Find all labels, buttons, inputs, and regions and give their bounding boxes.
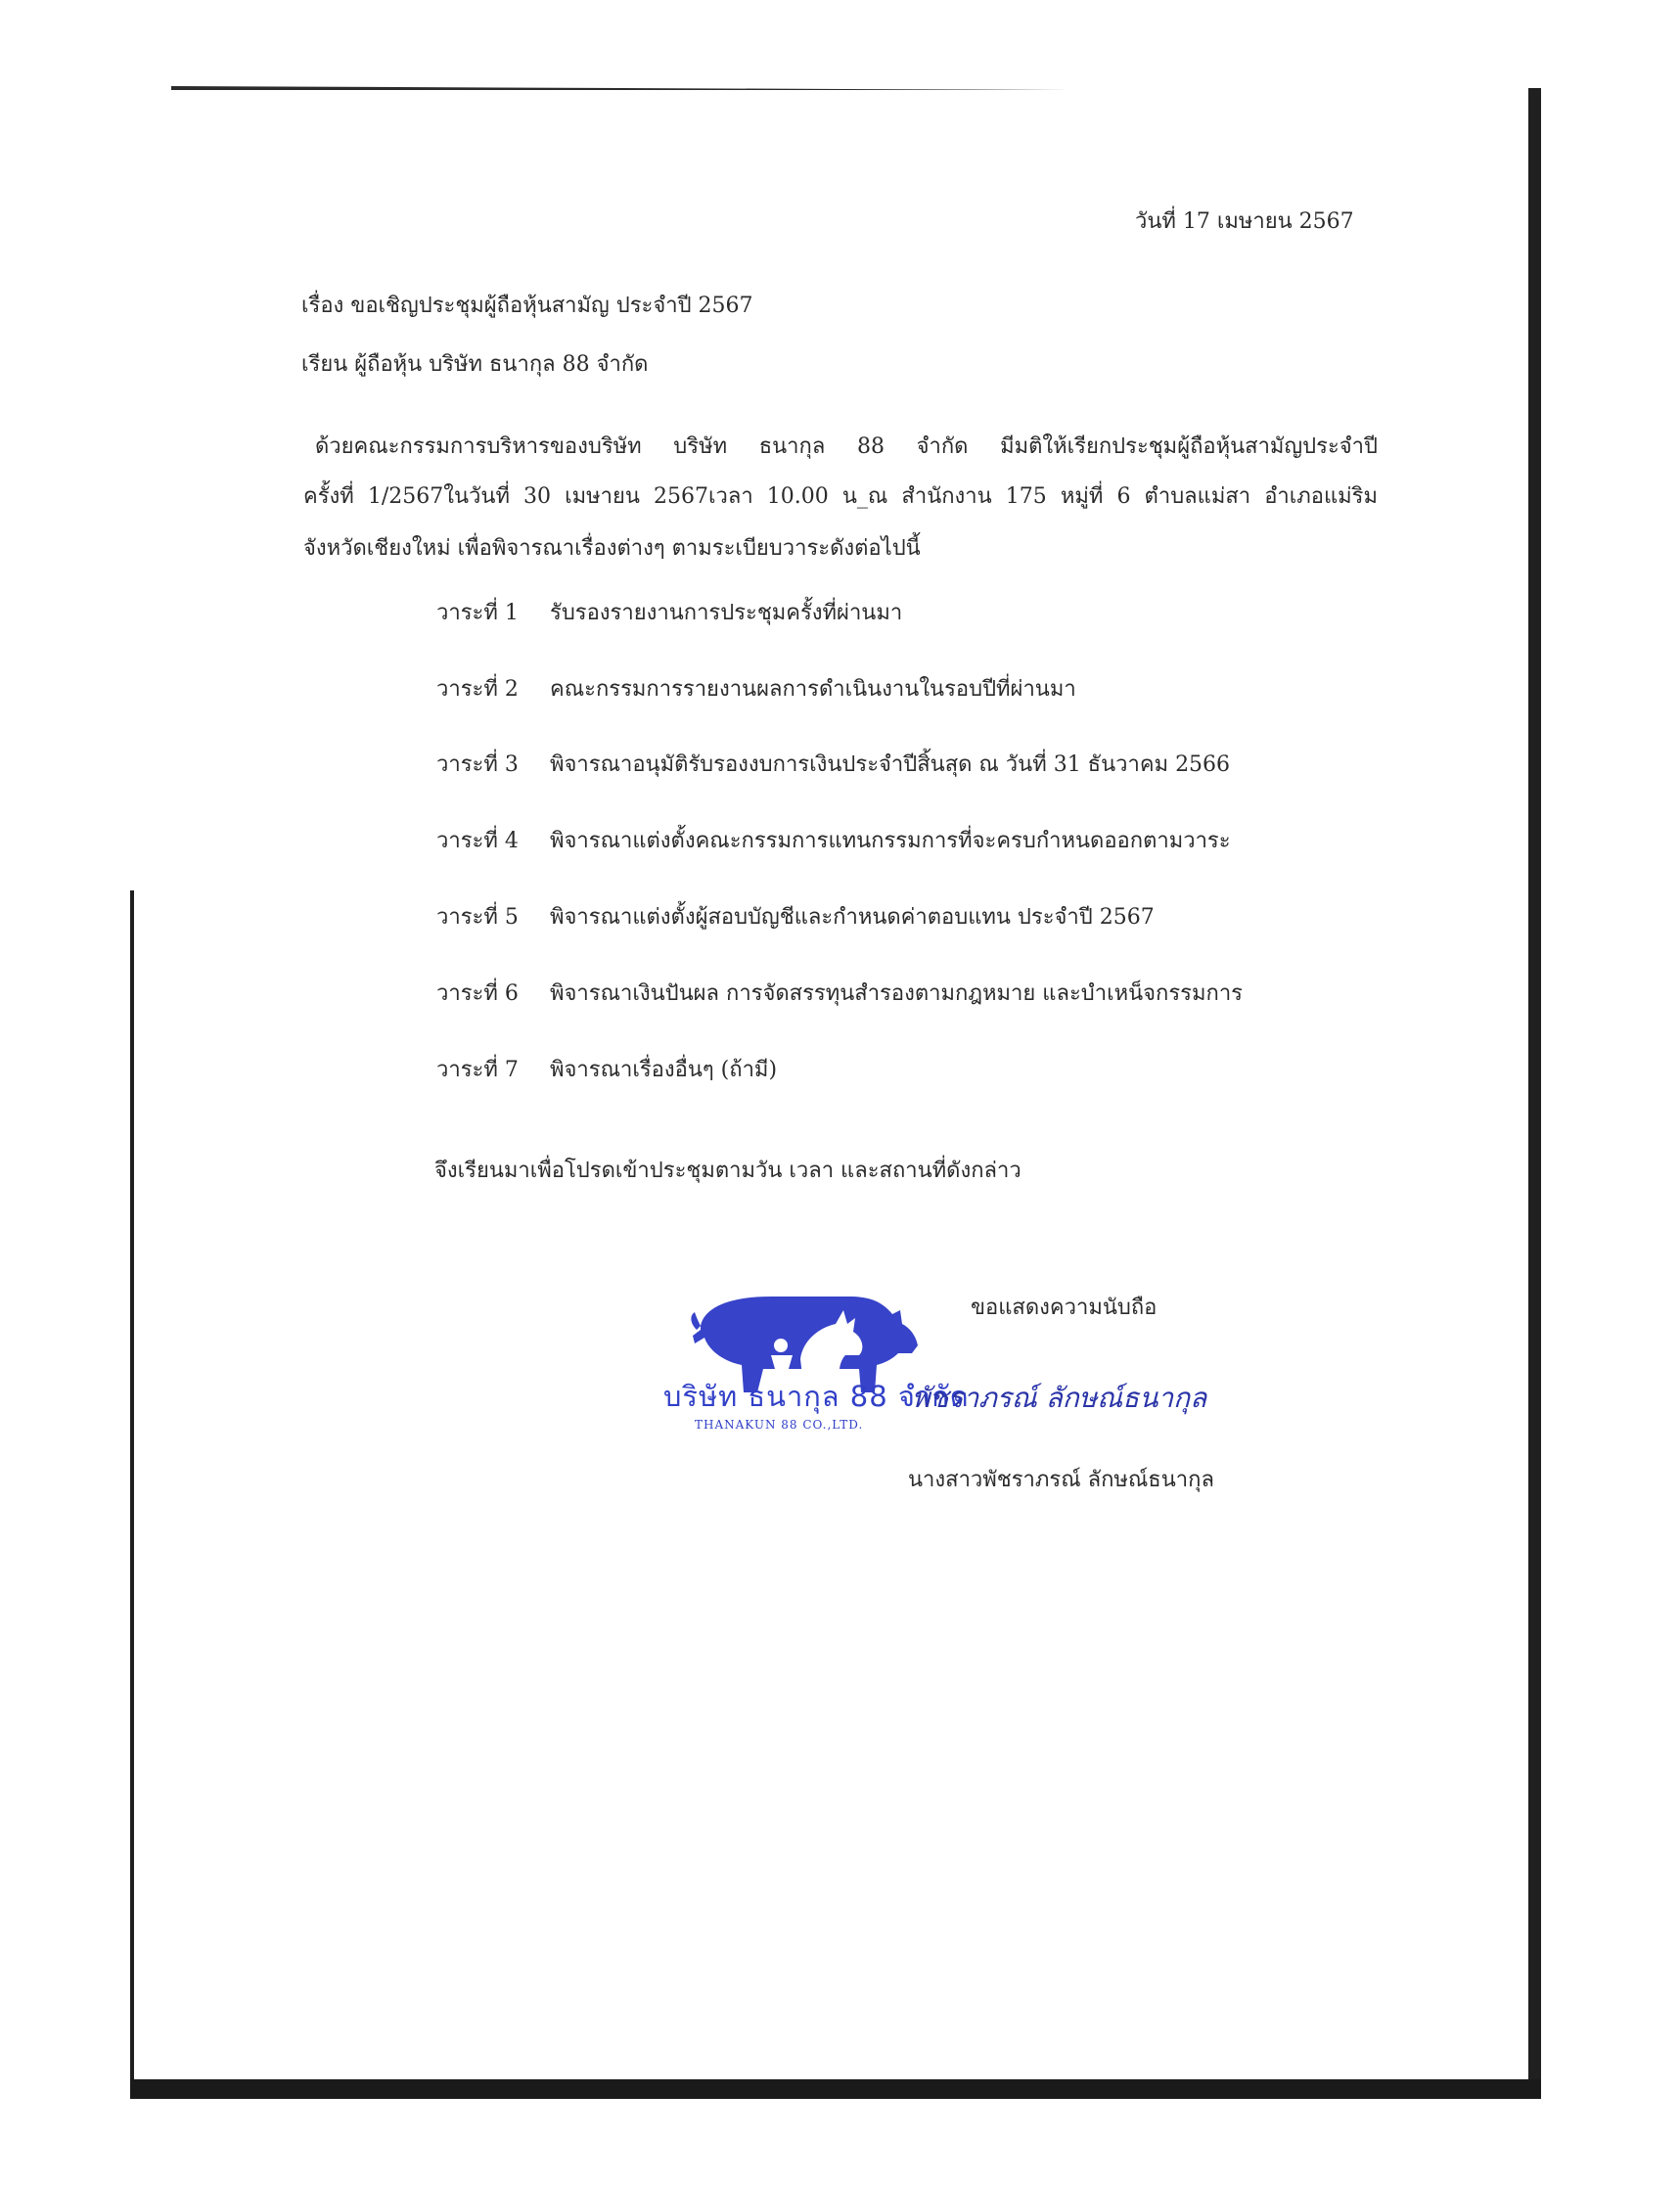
paper-edge-bottom <box>130 2079 1541 2099</box>
letter-page <box>134 90 1528 2079</box>
agenda-item-5 <box>436 903 1155 933</box>
agenda-item-4 <box>436 827 1231 856</box>
body-paragraph-line-3: จังหวัดเชียงใหม่ เพื่อพิจารณาเรื่องต่างๆ ตามระเบียบวาระดังต่อไปนี้ <box>303 536 921 561</box>
agenda-label: วาระที่ 7 <box>436 1058 519 1082</box>
stamp-company-name-thai: บริษัท ธนากุล 88 จำกัด <box>663 1380 970 1413</box>
paper-edge-right <box>1528 88 1541 2099</box>
stamp-company-name-english: THANAKUN 88 CO.,LTD. <box>695 1418 864 1432</box>
letter-subject: เรื่อง ขอเชิญประชุมผู้ถือหุ้นสามัญ ประจำปี 2567 <box>301 294 753 318</box>
agenda-label: วาระที่ 4 <box>436 829 519 853</box>
handwritten-signature: พัชราภรณ์ ลักษณ์ธนากุล <box>912 1382 1207 1414</box>
agenda-text: รับรองรายงานการประชุมครั้งที่ผ่านมา <box>550 601 903 625</box>
agenda-item-1 <box>436 599 902 628</box>
agenda-text: คณะกรรมการรายงานผลการดำเนินงานในรอบปีที่ผ่านมา <box>550 677 1076 702</box>
body-paragraph-line-2: ครั้งที่ 1/2567ในวันที่ 30 เมษายน 2567เวลา 10.00 น_ณ สำนักงาน 175 หมู่ที่ 6 ตำบลแม่สา อำเภอแม่ริม <box>303 484 1378 509</box>
agenda-label: วาระที่ 3 <box>436 752 519 777</box>
closing-line: จึงเรียนมาเพื่อโปรดเข้าประชุมตามวัน เวลา และสถานที่ดังกล่าว <box>434 1159 1022 1183</box>
agenda-item-7 <box>436 1056 777 1085</box>
agenda-text: พิจารณาเรื่องอื่นๆ (ถ้ามี) <box>550 1058 778 1082</box>
agenda-item-2 <box>436 675 1076 705</box>
company-stamp <box>654 1267 1241 1443</box>
letter-recipient: เรียน ผู้ถือหุ้น บริษัท ธนากุล 88 จำกัด <box>301 352 649 377</box>
letter-date: วันที่ 17 เมษายน 2567 <box>1135 209 1354 234</box>
agenda-label: วาระที่ 2 <box>436 677 519 702</box>
agenda-text: พิจารณาเงินปันผล การจัดสรรทุนสำรองตามกฎหมาย และบำเหน็จกรรมการ <box>550 981 1243 1006</box>
agenda-text: พิจารณาแต่งตั้งผู้สอบบัญชีและกำหนดค่าตอบแทน ประจำปี 2567 <box>550 905 1155 930</box>
agenda-label: วาระที่ 6 <box>436 981 519 1006</box>
agenda-label: วาระที่ 1 <box>436 601 519 625</box>
agenda-text: พิจารณาอนุมัติรับรองงบการเงินประจำปีสิ้นสุด ณ วันที่ 31 ธันวาคม 2566 <box>550 752 1231 777</box>
agenda-item-6 <box>436 979 1243 1009</box>
body-paragraph-line-1: ด้วยคณะกรรมการบริหารของบริษัท บริษัท ธนากุล 88 จำกัด มีมติให้เรียกประชุมผู้ถือหุ้นสามัญประจำปี <box>315 434 1378 459</box>
regards-text: ขอแสดงความนับถือ <box>971 1296 1158 1320</box>
signatory-name: นางสาวพัชราภรณ์ ลักษณ์ธนากุล <box>908 1468 1214 1492</box>
agenda-item-3 <box>436 751 1230 780</box>
agenda-text: พิจารณาแต่งตั้งคณะกรรมการแทนกรรมการที่จะครบกำหนดออกตามวาระ <box>550 829 1231 853</box>
agenda-label: วาระที่ 5 <box>436 905 519 930</box>
